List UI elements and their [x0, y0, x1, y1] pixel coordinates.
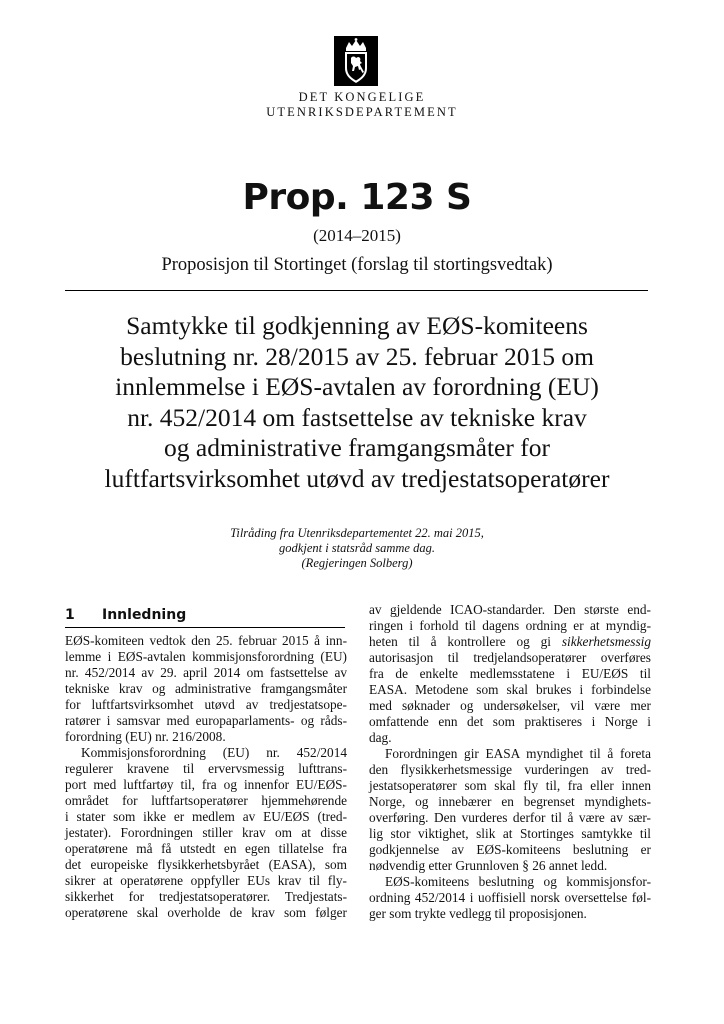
body-line: godkjennelse av EØS-komiteens beslutning er: [369, 842, 651, 857]
body-line: sikrer at operatørene oppfyller EUs krav til fly-: [65, 873, 347, 888]
byline-line3: (Regjeringen Solberg): [301, 556, 413, 570]
main-title-line: beslutning nr. 28/2015 av 25. februar 2015 om: [120, 341, 594, 371]
section-heading: [65, 606, 345, 624]
main-title-line: luftfartsvirksomhet utøvd av tredjestatsoperatører: [104, 463, 610, 493]
emphasized-word: sikkerhetsmessig: [561, 634, 651, 649]
body-line: jestatsoperatører som skal fly til, fra eller innen: [369, 778, 651, 793]
ministry-name-line1: DET KONGELIGE: [298, 90, 426, 104]
title-divider: [65, 290, 648, 291]
main-title-line: og administrative framgangsmåter for: [164, 433, 550, 462]
body-line: med søknader og undersøkelser, vil være mer: [369, 698, 651, 713]
norwegian-coat-of-arms-icon: [334, 36, 378, 86]
byline-line2: godkjent i statsråd samme dag.: [279, 541, 435, 555]
body-line: Norge, og innebærer en begrenset myndighets-: [369, 794, 651, 809]
body-line-text: heten til å kontrollere og gi: [369, 634, 552, 649]
body-line: omfattende enn det som praktiseres i Norge i: [369, 714, 651, 729]
section-title: Innledning: [102, 607, 187, 623]
body-line: ger som trykte vedlegg til proposisjonen.: [369, 906, 587, 921]
body-line: nr. 452/2014 av 29. april 2014 om fastsettelse av: [65, 665, 347, 680]
main-title-line: nr. 452/2014 om fastsettelse av tekniske krav: [127, 402, 587, 432]
body-column-left: [65, 633, 347, 921]
body-line: fra de enkelte medlemsstatene i EU/EØS til: [369, 666, 651, 681]
body-line: for luftfartsvirksomhet utøvd av tredjestatsope-: [65, 697, 347, 712]
body-line: nødvendig etter Grunnloven § 26 annet ledd.: [369, 858, 608, 873]
body-line: lemme i EØS-avtalen kommisjonsforordning (EU): [65, 649, 347, 664]
body-line: forordning (EU) nr. 216/2008.: [65, 729, 226, 744]
main-title-line: Samtykke til godkjenning av EØS-komiteens: [126, 311, 588, 340]
body-line: området for luftfartsoperatører hjemmehørende: [65, 793, 347, 808]
proposition-title: Prop. 123 S: [242, 177, 472, 218]
proposition-session: (2014–2015): [313, 226, 401, 245]
body-line: operatørene skal overholde de krav som følger: [65, 905, 347, 920]
body-column-right: [369, 602, 651, 922]
coat-of-arms-logo: [334, 36, 378, 86]
body-line: [369, 634, 651, 650]
main-title-line: innlemmelse i EØS-avtalen av forordning (EU): [115, 372, 599, 401]
body-line: dag.: [369, 730, 392, 745]
recommendation-byline: [0, 526, 714, 571]
body-line: tekniske krav og administrative framgangsmåter: [65, 681, 347, 696]
body-line: ratører i samsvar med europaparlaments- og råds-: [65, 713, 347, 728]
body-line: sikkerhet for tredjestatsoperatører. Tredjestats-: [65, 889, 347, 904]
body-line: Forordningen gir EASA myndighet til å foreta: [385, 746, 651, 761]
section-number: 1: [65, 607, 75, 623]
body-line: EØS-komiteen vedtok den 25. februar 2015 å inn-: [65, 633, 347, 648]
body-line: i stater som ikke er medlem av EU/EØS (tred-: [65, 809, 347, 824]
body-line: EØS-komiteens beslutning og kommisjonsfor-: [385, 874, 651, 889]
proposition-type: Proposisjon til Stortinget (forslag til stortingsvedtak): [161, 255, 553, 275]
body-line: lig stor viktighet, slik at Stortinges samtykke til: [369, 826, 651, 841]
body-line: regulerer kravene til ervervsmessig lufttrans-: [65, 761, 347, 776]
body-line: port med luftfartøy til, fra og innenfor EU/EØS-: [65, 777, 347, 792]
body-line: jestater). Forordningen stiller krav om at disse: [65, 825, 347, 840]
document-main-title: [60, 311, 654, 494]
ministry-name-line2: UTENRIKSDEPARTEMENT: [266, 105, 458, 119]
byline-line1: Tilråding fra Utenriksdepartementet 22. mai 2015,: [230, 526, 484, 540]
body-line: overføring. Den vurderes derfor til å være av sær-: [369, 810, 651, 825]
body-line: EASA. Metodene som skal brukes i forbindelse: [369, 682, 651, 697]
section-divider: [65, 627, 345, 628]
body-line: autorisasjon til tredjelandsoperatører overføres: [369, 650, 651, 665]
body-line: ringen i forhold til dagens ordning er at myndig-: [369, 618, 651, 633]
body-line: det europeiske flysikkerhetsbyrået (EASA), som: [65, 857, 347, 872]
body-line: den flysikkerhetsmessige vurderingen av tred-: [369, 762, 651, 777]
body-line: operatørene må få utstedt en egen tillatelse fra: [65, 841, 347, 856]
body-line: av gjeldende ICAO-standarder. Den største end-: [369, 602, 651, 617]
body-line: ordning 452/2014 i uoffisiell norsk oversettelse føl-: [369, 890, 651, 905]
body-line: Kommisjonsforordning (EU) nr. 452/2014: [81, 745, 347, 760]
